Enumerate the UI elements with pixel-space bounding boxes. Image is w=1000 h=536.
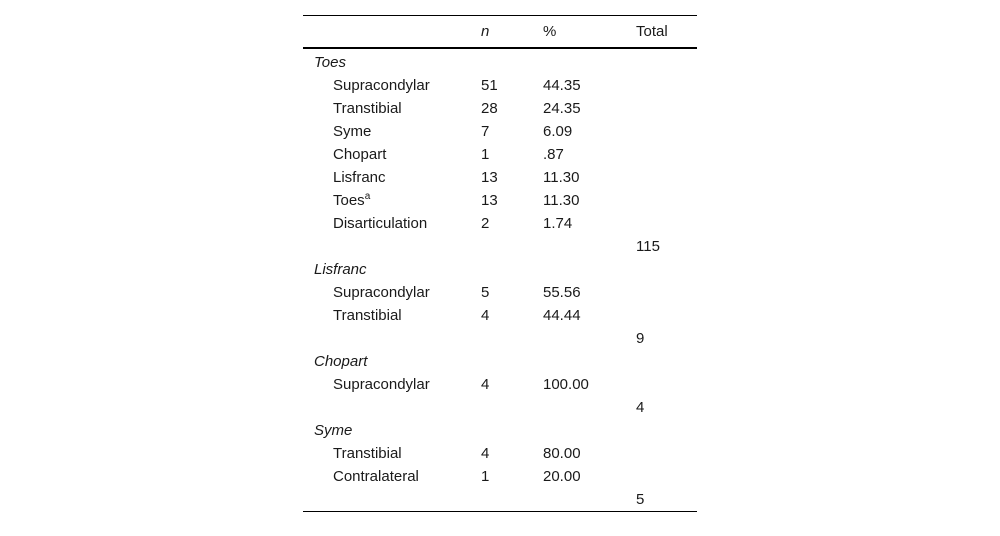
group-total: 115 bbox=[636, 238, 660, 255]
table-row bbox=[303, 373, 697, 396]
row-percent: 11.30 bbox=[543, 169, 580, 186]
group-total: 9 bbox=[636, 330, 645, 347]
table-bottom-rule bbox=[303, 511, 697, 512]
row-percent: 44.35 bbox=[543, 77, 581, 94]
row-percent: 6.09 bbox=[543, 123, 573, 140]
row-label: Contralateral bbox=[333, 468, 419, 485]
group-name: Toes bbox=[314, 54, 346, 71]
row-n: 13 bbox=[481, 192, 498, 209]
row-label: Transtibial bbox=[333, 100, 402, 117]
row-percent: 24.35 bbox=[543, 100, 581, 117]
row-n: 28 bbox=[481, 100, 498, 117]
table-row bbox=[303, 143, 697, 166]
header-total: Total bbox=[636, 23, 668, 40]
group-total-row bbox=[303, 488, 697, 511]
row-percent: .87 bbox=[543, 146, 564, 163]
row-n: 4 bbox=[481, 376, 490, 393]
group-total: 4 bbox=[636, 399, 645, 416]
table-row bbox=[303, 465, 697, 488]
table-row bbox=[303, 120, 697, 143]
row-n: 51 bbox=[481, 77, 498, 94]
row-percent: 20.00 bbox=[543, 468, 581, 485]
table-row bbox=[303, 74, 697, 97]
footnote-marker: a bbox=[364, 191, 371, 202]
row-label: Transtibial bbox=[333, 445, 402, 462]
row-n: 7 bbox=[481, 123, 490, 140]
group-name: Syme bbox=[314, 422, 353, 439]
table-row bbox=[303, 212, 697, 235]
row-label: Disarticulation bbox=[333, 215, 428, 232]
row-label: Lisfranc bbox=[333, 169, 386, 186]
row-n: 4 bbox=[481, 307, 490, 324]
row-n: 5 bbox=[481, 284, 490, 301]
group-total-row bbox=[303, 396, 697, 419]
header-percent: % bbox=[543, 23, 557, 40]
row-label: Supracondylar bbox=[333, 376, 430, 393]
table-row bbox=[303, 281, 697, 304]
amputation-table bbox=[303, 15, 697, 512]
group-header-row bbox=[303, 258, 697, 281]
row-n: 1 bbox=[481, 468, 490, 485]
table-row bbox=[303, 166, 697, 189]
row-label: Supracondylar bbox=[333, 77, 430, 94]
row-percent: 100.00 bbox=[543, 376, 589, 393]
row-label: Chopart bbox=[333, 146, 387, 163]
row-n: 1 bbox=[481, 146, 490, 163]
table-row bbox=[303, 97, 697, 120]
row-percent: 55.56 bbox=[543, 284, 581, 301]
table-header-row bbox=[303, 16, 697, 47]
row-percent: 80.00 bbox=[543, 445, 581, 462]
row-percent: 11.30 bbox=[543, 192, 580, 209]
group-total-row bbox=[303, 235, 697, 258]
row-label: Supracondylar bbox=[333, 284, 430, 301]
group-name: Lisfranc bbox=[314, 261, 367, 278]
row-n: 4 bbox=[481, 445, 490, 462]
row-n: 13 bbox=[481, 169, 498, 186]
row-label-text: Toes bbox=[333, 192, 365, 209]
group-total: 5 bbox=[636, 491, 645, 508]
row-label: Syme bbox=[333, 123, 372, 140]
group-name: Chopart bbox=[314, 353, 368, 370]
row-percent: 44.44 bbox=[543, 307, 581, 324]
group-header-row bbox=[303, 51, 697, 74]
header-n: n bbox=[481, 23, 490, 40]
group-total-row bbox=[303, 327, 697, 350]
row-n: 2 bbox=[481, 215, 490, 232]
group-header-row bbox=[303, 350, 697, 373]
row-label bbox=[333, 189, 370, 212]
table-row bbox=[303, 189, 697, 212]
row-percent: 1.74 bbox=[543, 215, 573, 232]
group-header-row bbox=[303, 419, 697, 442]
row-label: Transtibial bbox=[333, 307, 402, 324]
table-row bbox=[303, 304, 697, 327]
table-row bbox=[303, 442, 697, 465]
